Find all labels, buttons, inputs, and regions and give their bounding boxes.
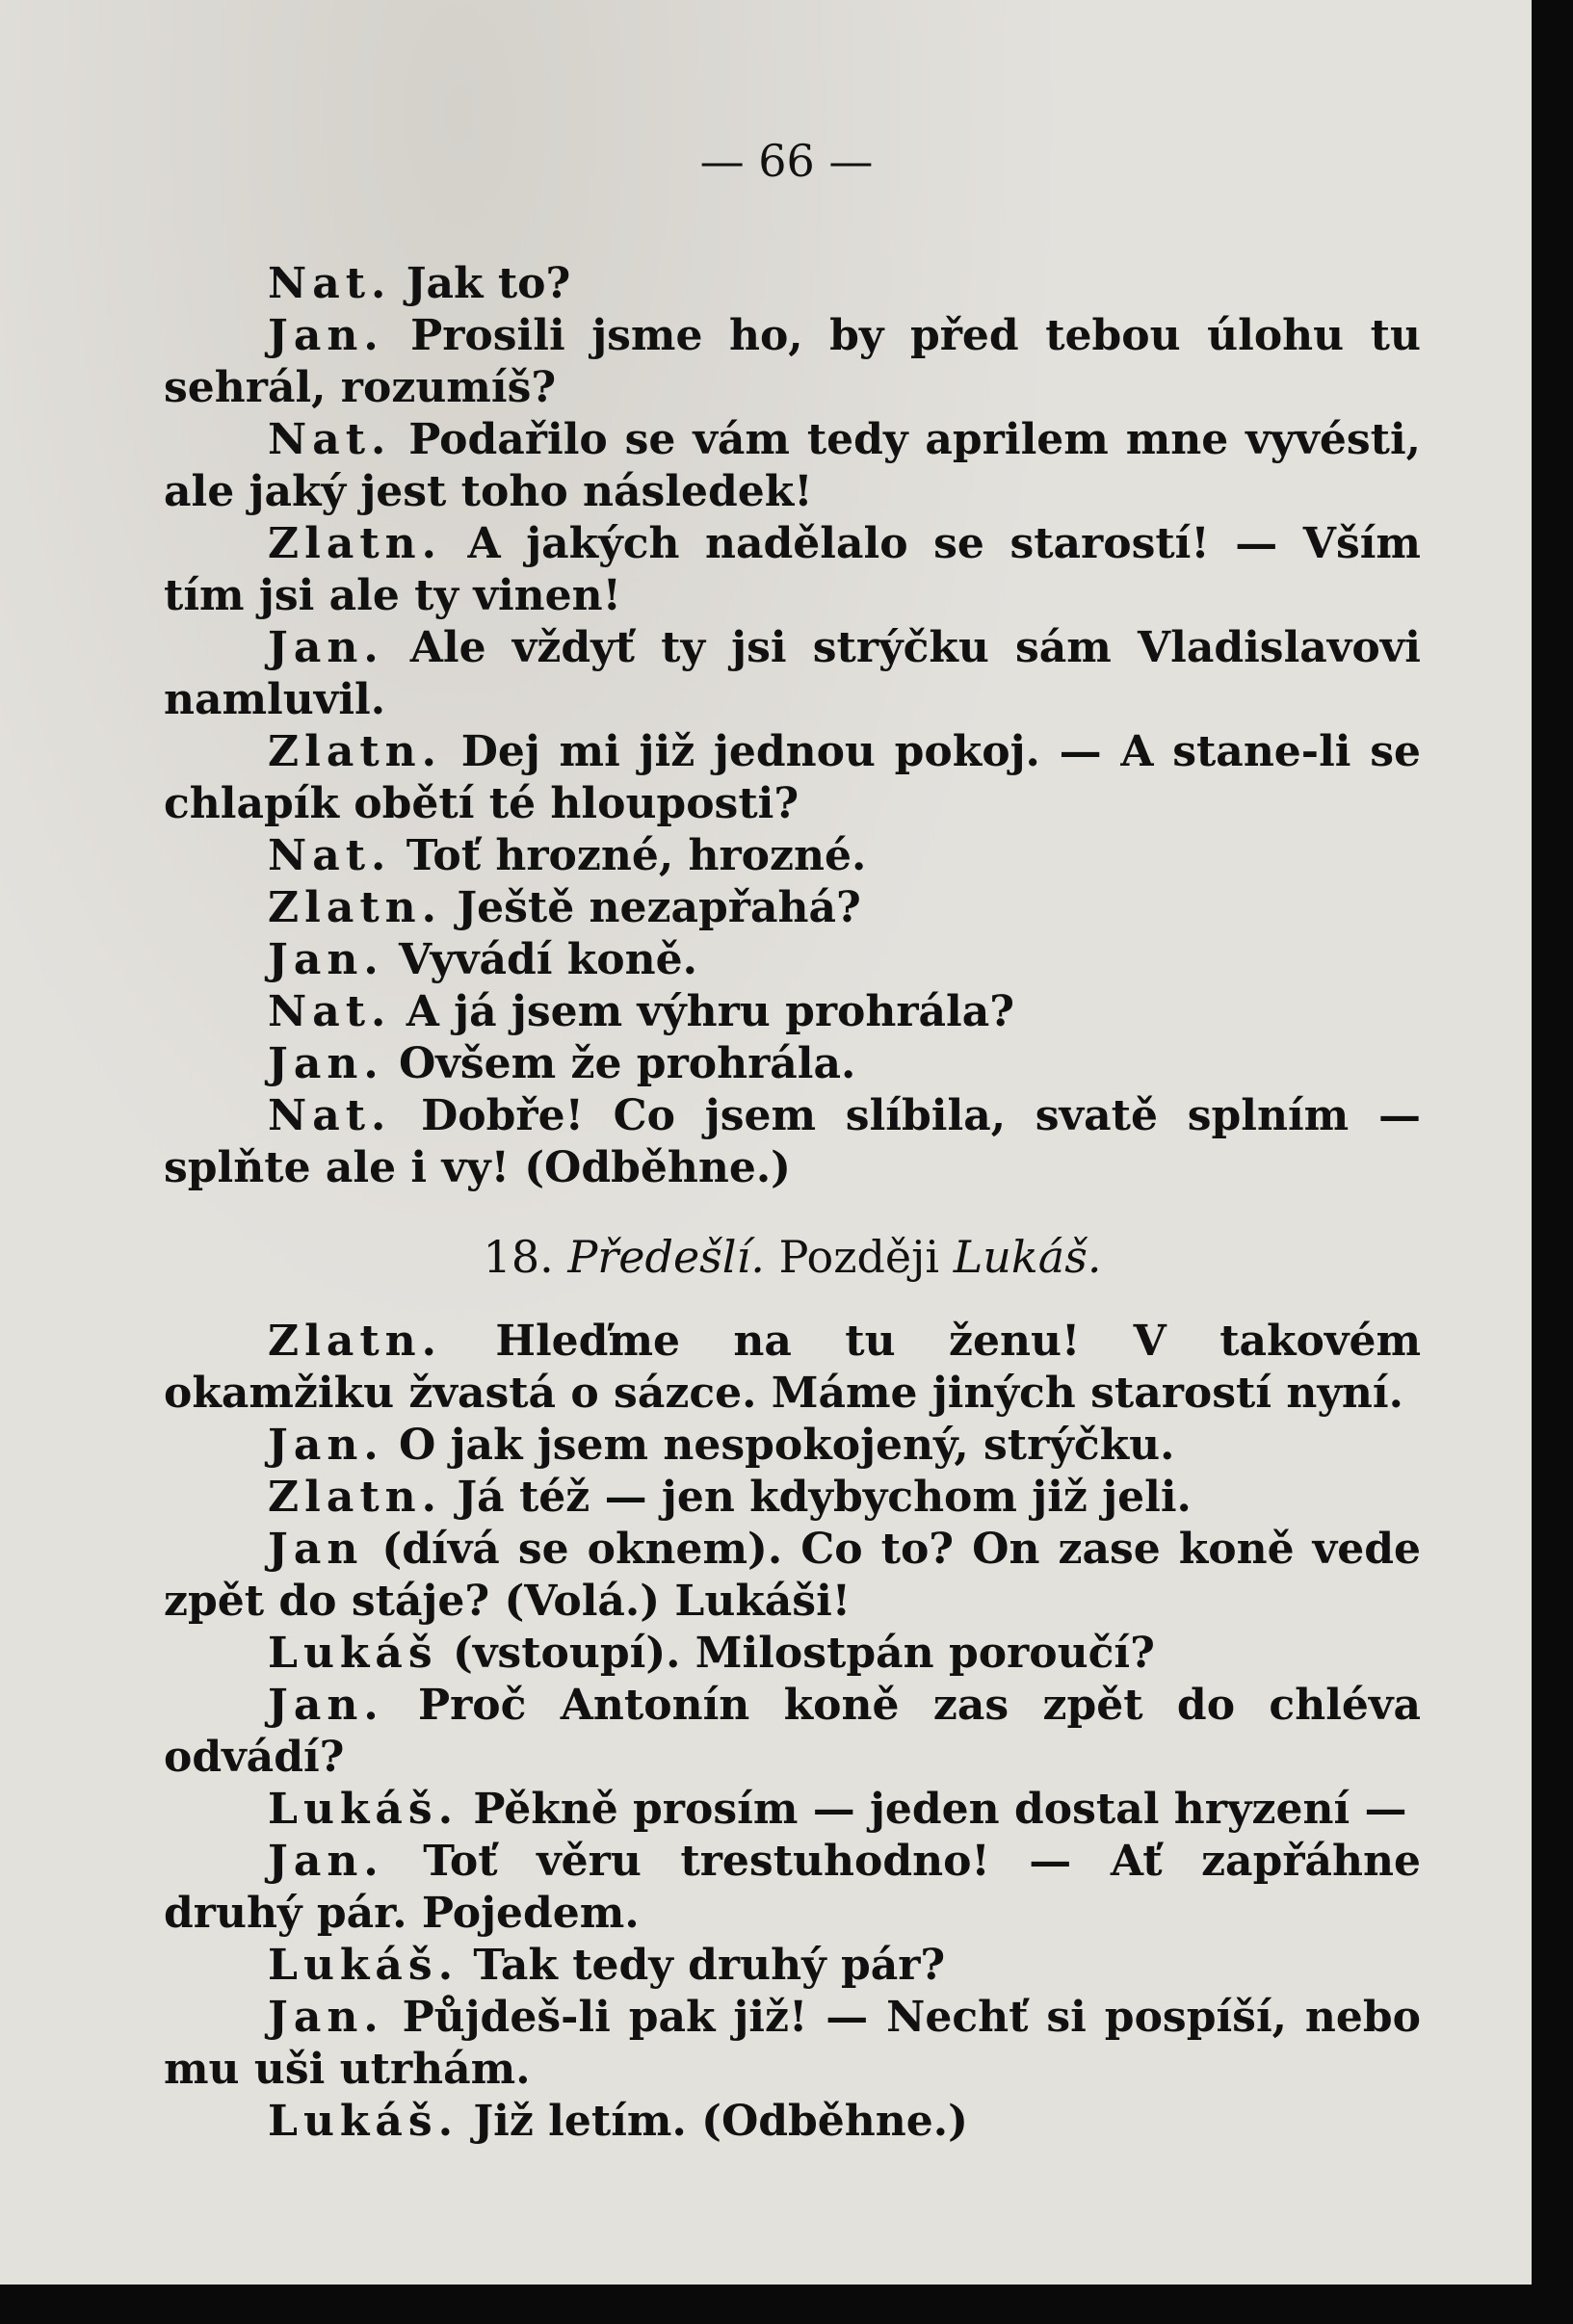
dialogue-line bbox=[164, 258, 1421, 310]
dialogue-text: Tak tedy druhý pár? bbox=[473, 1941, 946, 1990]
scene-heading bbox=[164, 1231, 1421, 1283]
speaker-name: Jan. bbox=[268, 311, 384, 360]
scene-characters-first: Předešlí. bbox=[567, 1231, 765, 1283]
scene-number: 18. bbox=[483, 1231, 554, 1283]
dialogue-line bbox=[164, 1524, 1421, 1628]
dialogue-text: Ovšem že prohrála. bbox=[398, 1039, 856, 1088]
speaker-name: Lukáš bbox=[268, 1629, 438, 1678]
page-number: — 66 — bbox=[699, 135, 874, 187]
dialogue-line bbox=[164, 1680, 1421, 1784]
dialogue-line bbox=[164, 882, 1421, 934]
dialogue-text: A jakých nadělalo se starostí! — Vším tím jsi ale ty vinen! bbox=[164, 519, 1421, 620]
dialogue-line bbox=[164, 1836, 1421, 1940]
dialogue-line bbox=[164, 414, 1421, 518]
speaker-name: Jan bbox=[268, 1525, 364, 1574]
speaker-name: Zlatn. bbox=[268, 1473, 442, 1522]
page-body bbox=[164, 258, 1421, 2148]
dialogue-line bbox=[164, 622, 1421, 726]
speaker-name: Jan. bbox=[268, 935, 384, 984]
speaker-name: Lukáš. bbox=[268, 2097, 459, 2146]
dialogue-line bbox=[164, 310, 1421, 414]
dialogue-line bbox=[164, 726, 1421, 830]
dialogue-line bbox=[164, 934, 1421, 986]
dialogue-text: Ale vždyť ty jsi strýčku sám Vladislavovi namluvil. bbox=[164, 623, 1422, 724]
dialogue-text: (vstoupí). Milostpán poroučí? bbox=[453, 1629, 1155, 1678]
dialogue-text: Prosili jsme ho, by před tebou úlohu tu sehrál, rozumíš? bbox=[164, 311, 1421, 412]
dialogue-text: Již letím. (Odběhne.) bbox=[473, 2097, 968, 2146]
dialogue-text: Podařilo se vám tedy aprilem mne vyvésti, ale jaký jest toho následek! bbox=[164, 415, 1421, 516]
dialogue-text: Půjdeš-li pak již! — Nechť si pospíší, nebo mu uši utrhám. bbox=[164, 1993, 1421, 2094]
scene-connector: Později bbox=[778, 1231, 940, 1283]
dialogue-line bbox=[164, 1628, 1421, 1680]
scene-characters-later: Lukáš. bbox=[953, 1231, 1102, 1283]
dialogue-text: Toť věru trestuhodno! — Ať zapřáhne druhý pár. Pojedem. bbox=[164, 1837, 1421, 1938]
dialogue-text: (dívá se oknem). Co to? On zase koně vede zpět do stáje? (Volá.) Lukáši! bbox=[164, 1525, 1421, 1626]
dialogue-text: A já jsem výhru prohrála? bbox=[406, 987, 1015, 1036]
scan-edge-right bbox=[1532, 0, 1573, 2324]
speaker-name: Nat. bbox=[268, 831, 392, 880]
dialogue-line bbox=[164, 986, 1421, 1038]
dialogue-text: Jak to? bbox=[406, 259, 571, 308]
speaker-name: Nat. bbox=[268, 1091, 392, 1140]
dialogue-line bbox=[164, 1316, 1421, 1420]
speaker-name: Jan. bbox=[268, 1993, 384, 2042]
dialogue-line bbox=[164, 830, 1421, 882]
speaker-name: Jan. bbox=[268, 1681, 384, 1730]
dialogue-text: Ještě nezapřahá? bbox=[457, 883, 861, 932]
dialogue-text: Dobře! Co jsem slíbila, svatě splním — splňte ale i vy! (Odběhne.) bbox=[164, 1091, 1421, 1192]
dialogue-line bbox=[164, 1992, 1421, 2096]
speaker-name: Zlatn. bbox=[268, 727, 442, 776]
dialogue-text: Pěkně prosím — jeden dostal hryzení — bbox=[473, 1785, 1407, 1834]
dialogue-text: Toť hrozné, hrozné. bbox=[406, 831, 867, 880]
dialogue-line bbox=[164, 1472, 1421, 1524]
speaker-name: Jan. bbox=[268, 1039, 384, 1088]
dialogue-text: Proč Antonín koně zas zpět do chléva odvádí? bbox=[164, 1681, 1421, 1782]
scene-18-dialogue bbox=[164, 1316, 1421, 2148]
speaker-name: Zlatn. bbox=[268, 1317, 442, 1366]
dialogue-text: Já též — jen kdybychom již jeli. bbox=[457, 1473, 1192, 1522]
scene-17-dialogue bbox=[164, 258, 1421, 1194]
dialogue-line bbox=[164, 518, 1421, 622]
speaker-name: Lukáš. bbox=[268, 1941, 459, 1990]
speaker-name: Nat. bbox=[268, 259, 392, 308]
speaker-name: Jan. bbox=[268, 1421, 384, 1470]
speaker-name: Nat. bbox=[268, 415, 392, 464]
dialogue-line bbox=[164, 1038, 1421, 1090]
dialogue-text: Hleďme na tu ženu! V takovém okamžiku žvastá o sázce. Máme jiných starostí nyní. bbox=[164, 1317, 1421, 1418]
speaker-name: Jan. bbox=[268, 1837, 384, 1886]
dialogue-text: O jak jsem nespokojený, strýčku. bbox=[398, 1421, 1175, 1470]
scan-edge-bottom bbox=[0, 2285, 1573, 2324]
speaker-name: Lukáš. bbox=[268, 1785, 459, 1834]
dialogue-line bbox=[164, 1420, 1421, 1472]
dialogue-line bbox=[164, 1090, 1421, 1194]
dialogue-line bbox=[164, 2096, 1421, 2148]
dialogue-line bbox=[164, 1940, 1421, 1992]
dialogue-text: Vyvádí koně. bbox=[398, 935, 697, 984]
speaker-name: Nat. bbox=[268, 987, 392, 1036]
dialogue-text: Dej mi již jednou pokoj. — A stane-li se chlapík obětí té hlouposti? bbox=[164, 727, 1421, 828]
dialogue-line bbox=[164, 1784, 1421, 1836]
speaker-name: Jan. bbox=[268, 623, 384, 672]
speaker-name: Zlatn. bbox=[268, 519, 442, 568]
speaker-name: Zlatn. bbox=[268, 883, 442, 932]
